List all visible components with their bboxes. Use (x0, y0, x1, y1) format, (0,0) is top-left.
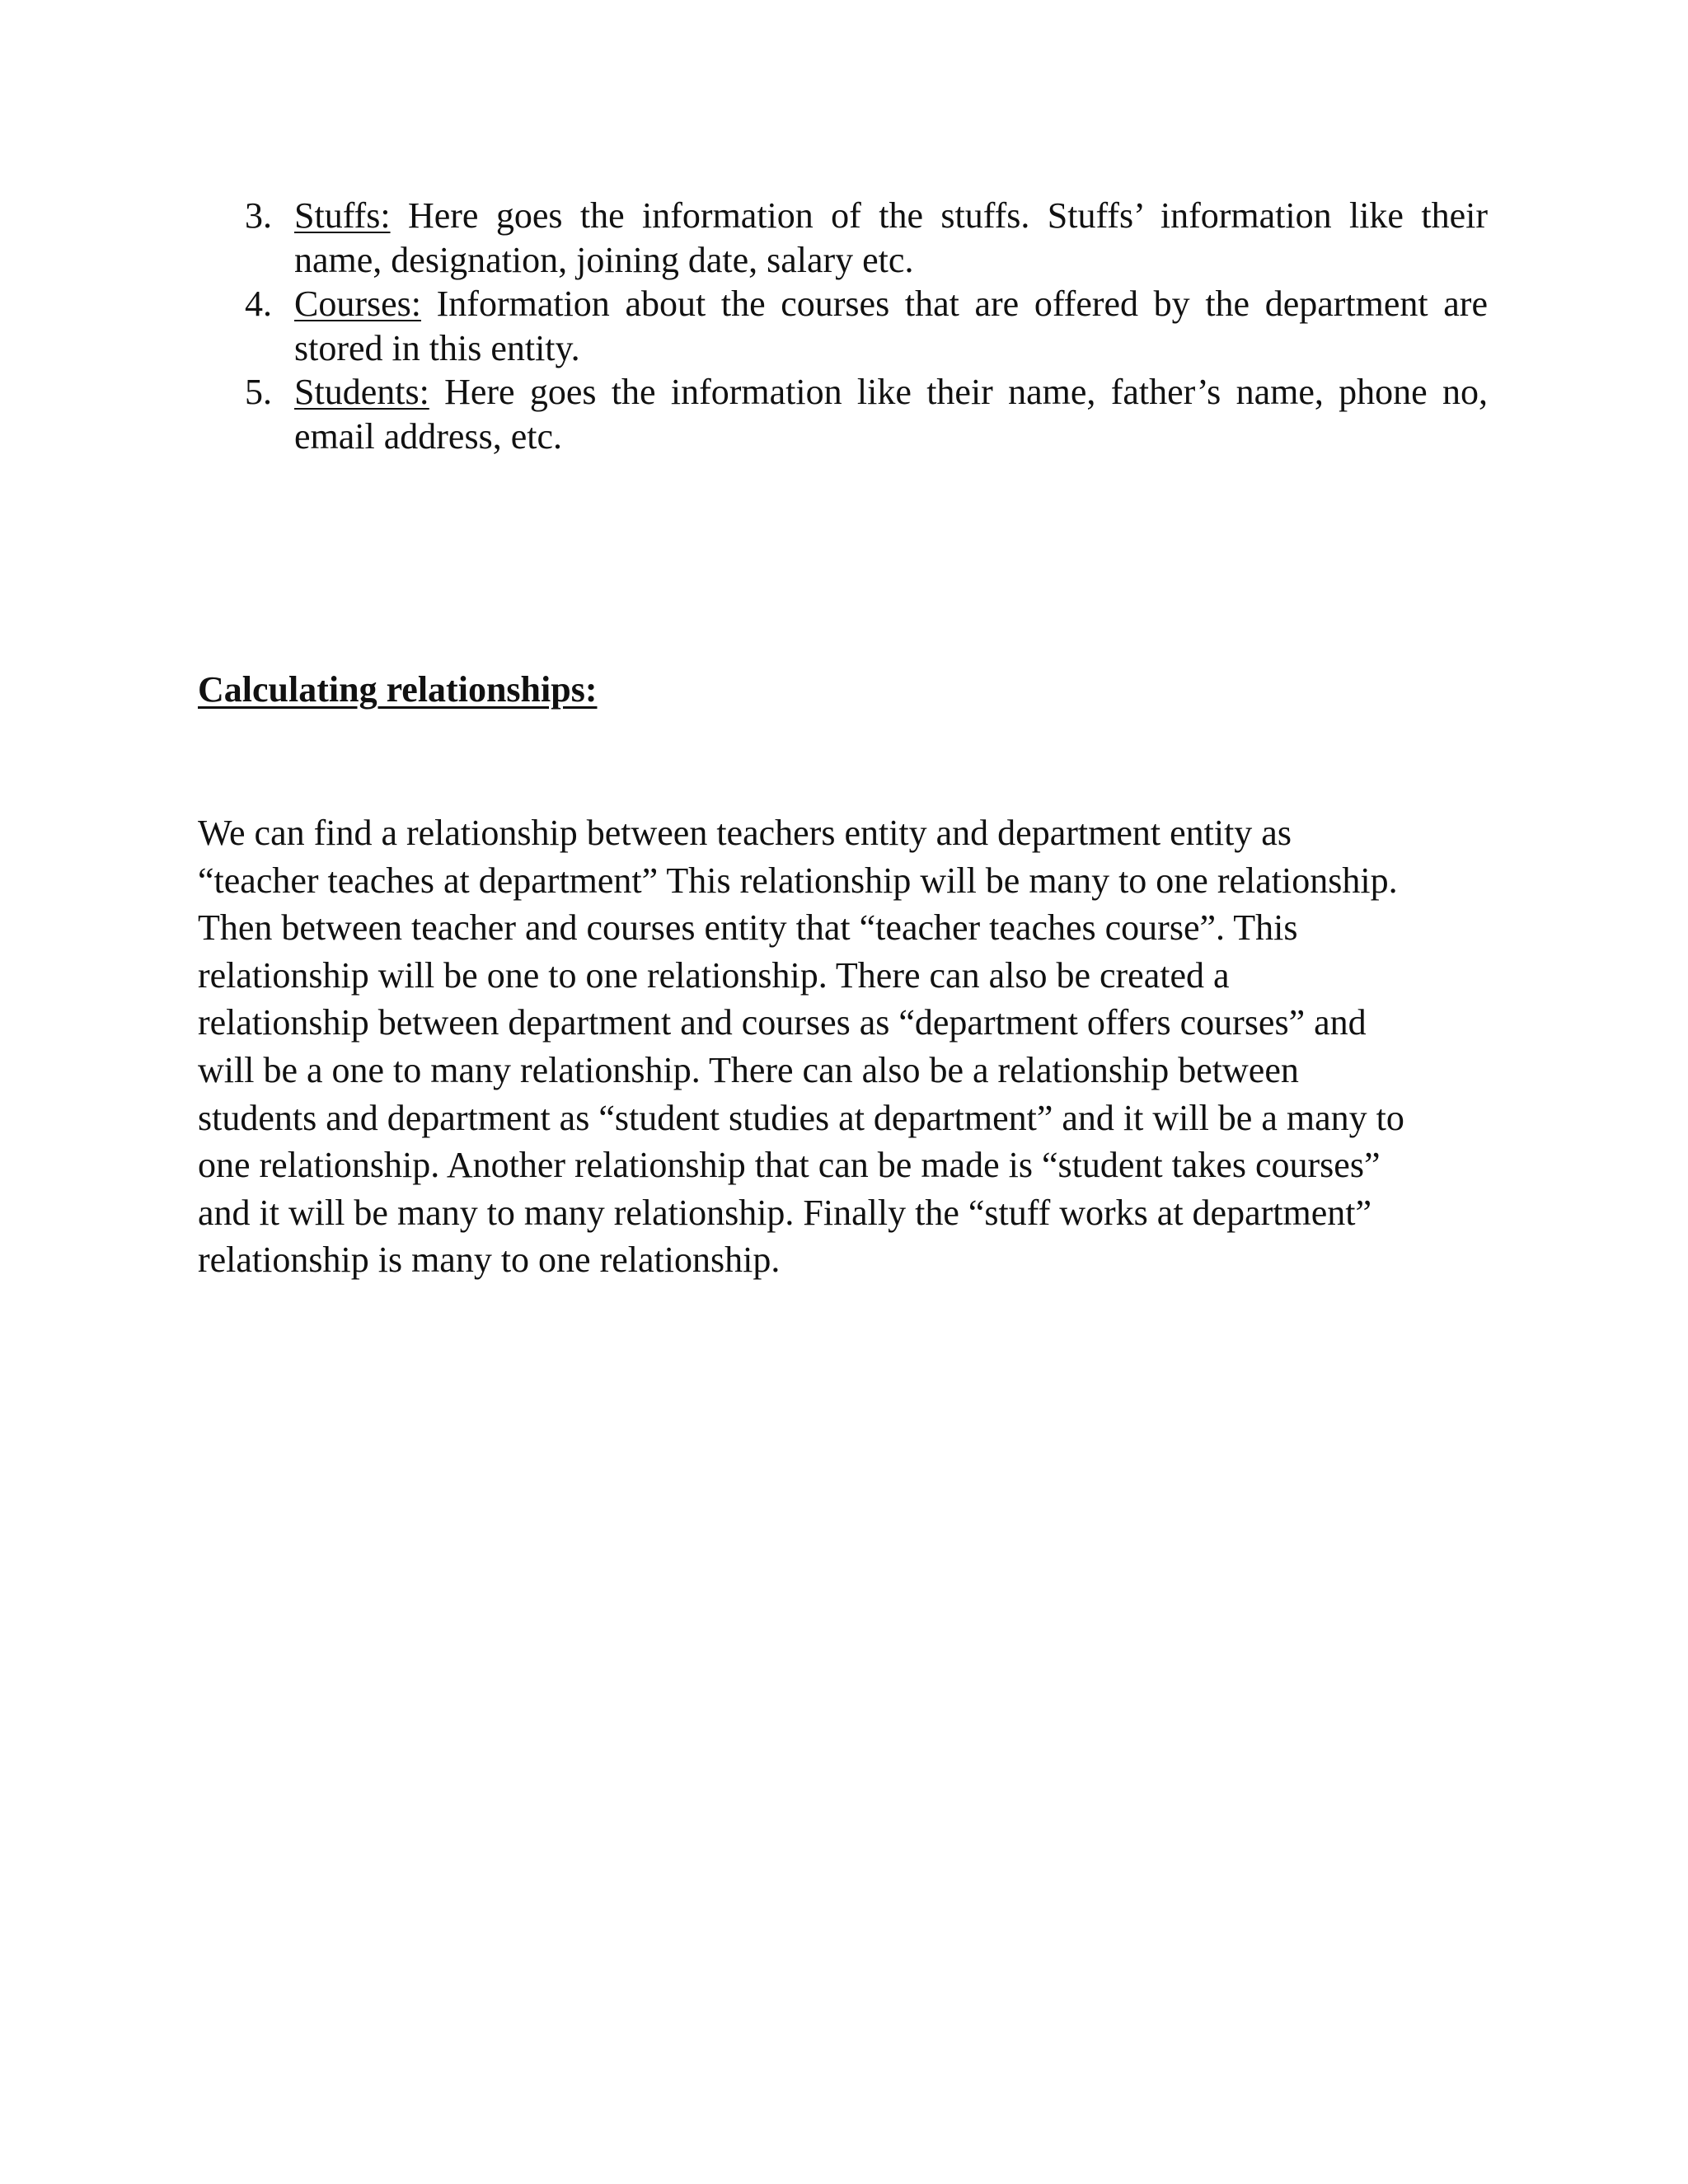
list-item-text: Information about the courses that are offered by the department are stored in this entity. (294, 284, 1488, 368)
paragraph-line: Then between teacher and courses entity that “teacher teaches course”. This (198, 907, 1298, 949)
list-item-term: Stuffs: (294, 195, 391, 236)
list-item-text: Here goes the information of the stuffs. Stuffs’ information like their name, designation, joining date, salary etc. (294, 195, 1488, 280)
section-paragraph (198, 809, 1500, 1284)
paragraph-line: relationship between department and courses as “department offers courses” and (198, 1002, 1367, 1043)
paragraph-line: relationship is many to one relationship. (198, 1240, 781, 1281)
list-item-number: 5. (245, 372, 272, 412)
section-heading: Calculating relationships: (198, 669, 598, 710)
list-item-term: Students: (294, 372, 429, 412)
list-item-text: Here goes the information like their name, father’s name, phone no, email address, etc. (294, 372, 1488, 457)
entity-list (235, 194, 1488, 458)
paragraph-line: and it will be many to many relationship. Finally the “stuff works at department” (198, 1192, 1372, 1233)
paragraph-line: one relationship. Another relationship that can be made is “student takes courses” (198, 1145, 1381, 1186)
paragraph-line: relationship will be one to one relationship. There can also be created a (198, 954, 1230, 996)
list-item-number: 4. (245, 284, 272, 324)
list-item (235, 282, 1488, 370)
paragraph-line: will be a one to many relationship. There can also be a relationship between (198, 1049, 1299, 1090)
list-item (235, 194, 1488, 282)
list-item-number: 3. (245, 195, 272, 236)
paragraph-line: “teacher teaches at department” This relationship will be many to one relationship. (198, 860, 1398, 901)
paragraph-line: students and department as “student studies at department” and it will be a many to (198, 1097, 1404, 1138)
list-item (235, 370, 1488, 458)
paragraph-line: We can find a relationship between teachers entity and department entity as (198, 813, 1292, 853)
list-item-term: Courses: (294, 284, 421, 324)
